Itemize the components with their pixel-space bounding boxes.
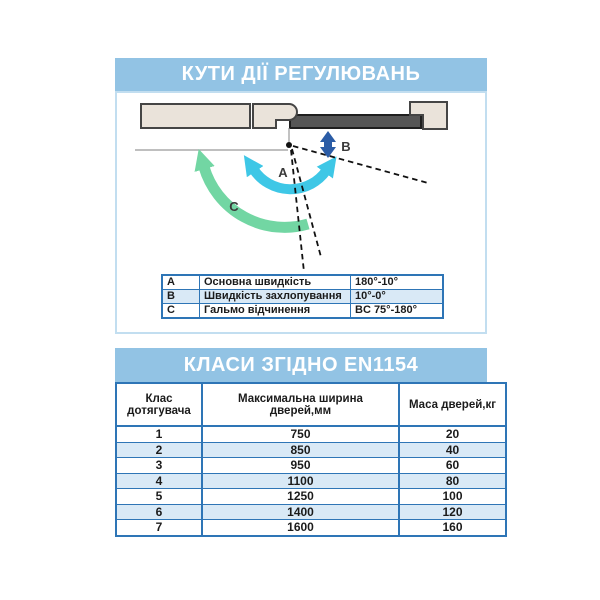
mass-cell: 100: [399, 489, 506, 505]
class-row: [116, 489, 506, 505]
key-cell: C: [162, 304, 200, 319]
en1154-classes-table: [115, 382, 507, 537]
adjustment-row-b: [162, 290, 443, 304]
class-row: [116, 504, 506, 520]
desc-cell: Гальмо відчинення: [200, 304, 351, 319]
mass-cell: 160: [399, 520, 506, 536]
value-cell: 180°-10°: [351, 275, 444, 290]
width-cell: 1250: [202, 489, 399, 505]
class-cell: 4: [116, 473, 202, 489]
class-cell: 1: [116, 426, 202, 442]
desc-cell: Швидкість захлопування: [200, 290, 351, 304]
arc-a-main-speed: [254, 170, 326, 189]
pivot-dot: [286, 142, 292, 148]
key-cell: A: [162, 275, 200, 290]
en1154-header-row: [116, 383, 506, 426]
mass-cell: 40: [399, 442, 506, 458]
class-row: [116, 426, 506, 442]
mass-cell: 80: [399, 473, 506, 489]
door-leaf: [290, 115, 421, 128]
diagram-label-a: A: [278, 165, 288, 180]
header-width: Максимальна ширина дверей,мм: [202, 383, 399, 426]
diagram-label-c: C: [229, 199, 239, 214]
adjustments-table: [161, 274, 444, 319]
class-cell: 2: [116, 442, 202, 458]
en1154-table-wrap: [115, 382, 507, 537]
class-cell: 7: [116, 520, 202, 536]
mass-cell: 120: [399, 504, 506, 520]
width-cell: 1400: [202, 504, 399, 520]
width-cell: 1100: [202, 473, 399, 489]
width-cell: 750: [202, 426, 399, 442]
dashed-door-position-closing-2: [292, 149, 321, 257]
class-cell: 6: [116, 504, 202, 520]
width-cell: 1600: [202, 520, 399, 536]
desc-cell: Основна швидкість: [200, 275, 351, 290]
key-cell: B: [162, 290, 200, 304]
width-cell: 950: [202, 458, 399, 474]
adjustment-row-a: [162, 275, 443, 290]
class-cell: 5: [116, 489, 202, 505]
door-closer-diagram: [117, 93, 485, 273]
class-cell: 3: [116, 458, 202, 474]
header-mass: Маса дверей,кг: [399, 383, 506, 426]
mass-cell: 20: [399, 426, 506, 442]
angles-panel: [115, 91, 487, 334]
angles-section-title: КУТИ ДІЇ РЕГУЛЮВАНЬ: [115, 58, 487, 91]
class-row: [116, 458, 506, 474]
classes-section-title: КЛАСИ ЗГІДНО EN1154: [115, 348, 487, 382]
value-cell: 10°-0°: [351, 290, 444, 304]
width-cell: 850: [202, 442, 399, 458]
wall-left: [141, 104, 250, 128]
class-row: [116, 473, 506, 489]
value-cell: BC 75°-180°: [351, 304, 444, 319]
adjustments-table-wrap: [161, 274, 444, 319]
adjustment-row-c: [162, 304, 443, 319]
header-class: Клас дотягувача: [116, 383, 202, 426]
mass-cell: 60: [399, 458, 506, 474]
class-row: [116, 520, 506, 536]
diagram-label-b: B: [341, 139, 351, 154]
class-row: [116, 442, 506, 458]
